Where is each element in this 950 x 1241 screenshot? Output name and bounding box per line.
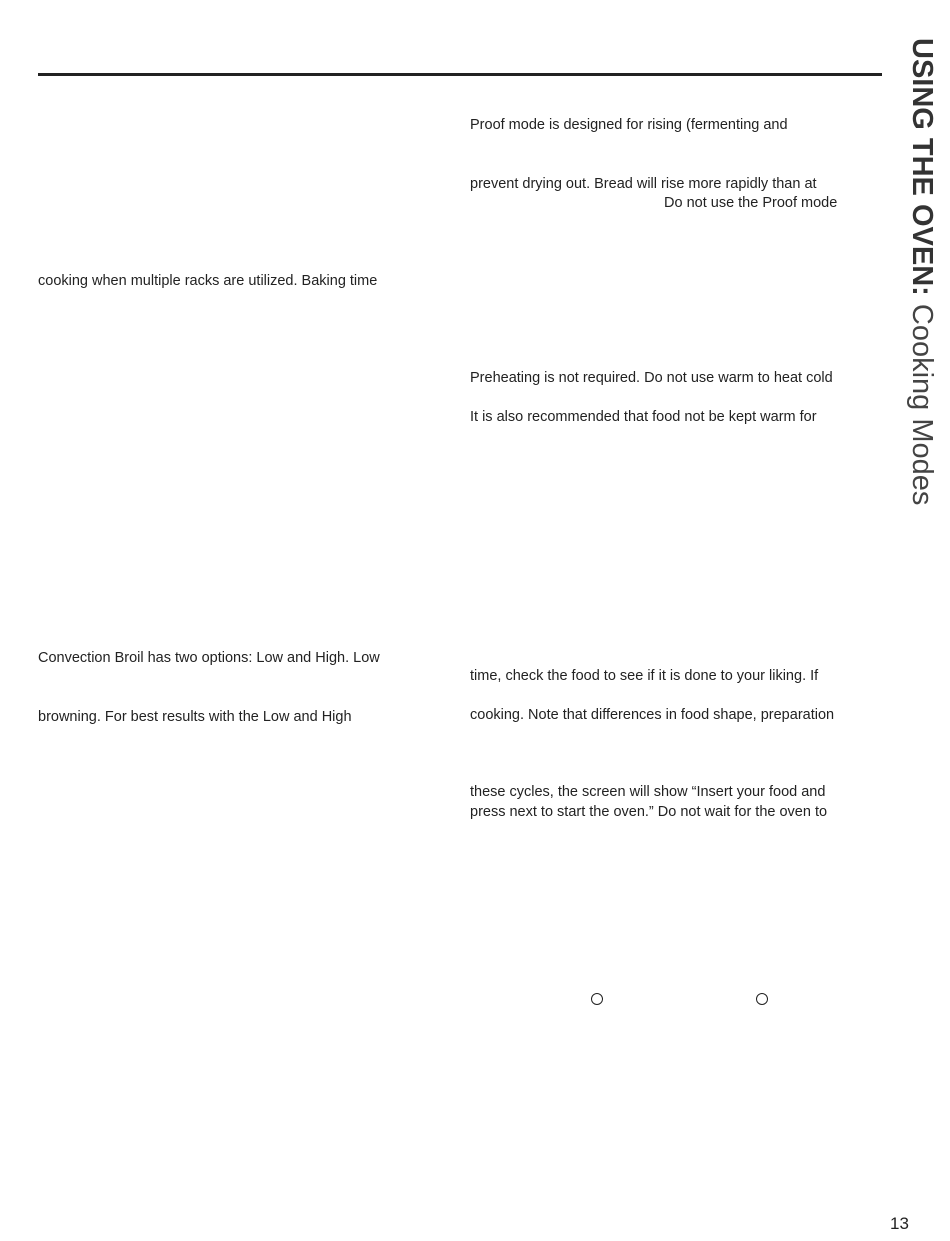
left-text-line-1: cooking when multiple racks are utilized. Baking time: [38, 273, 378, 289]
section-title: [902, 38, 942, 568]
right-text-line-7: cooking. Note that differences in food shape, preparation: [470, 707, 835, 723]
left-text-line-3: browning. For best results with the Low and High: [38, 709, 352, 725]
page-number: 13: [890, 1214, 909, 1233]
right-text-line-5: It is also recommended that food not be kept warm for: [470, 409, 817, 425]
circle-icon: [591, 993, 603, 1005]
right-text-line-8: these cycles, the screen will show “Insert your food and: [470, 784, 826, 800]
section-title-bold: USING THE OVEN:: [906, 38, 938, 296]
section-title-subtitle: Cooking Modes: [906, 295, 938, 506]
right-text-line-2: prevent drying out. Bread will rise more rapidly than at: [470, 176, 817, 192]
left-text-line-2: Convection Broil has two options: Low and High. Low: [38, 650, 380, 666]
right-text-line-1: Proof mode is designed for rising (fermenting and: [470, 117, 788, 133]
right-text-line-4: Preheating is not required. Do not use warm to heat cold: [470, 370, 833, 386]
circle-icon: [756, 993, 768, 1005]
right-text-line-9: press next to start the oven.” Do not wait for the oven to: [470, 804, 828, 820]
right-text-line-6: time, check the food to see if it is done to your liking. If: [470, 668, 819, 684]
header-rule: [38, 73, 882, 76]
right-text-line-3: Do not use the Proof mode: [664, 195, 838, 211]
